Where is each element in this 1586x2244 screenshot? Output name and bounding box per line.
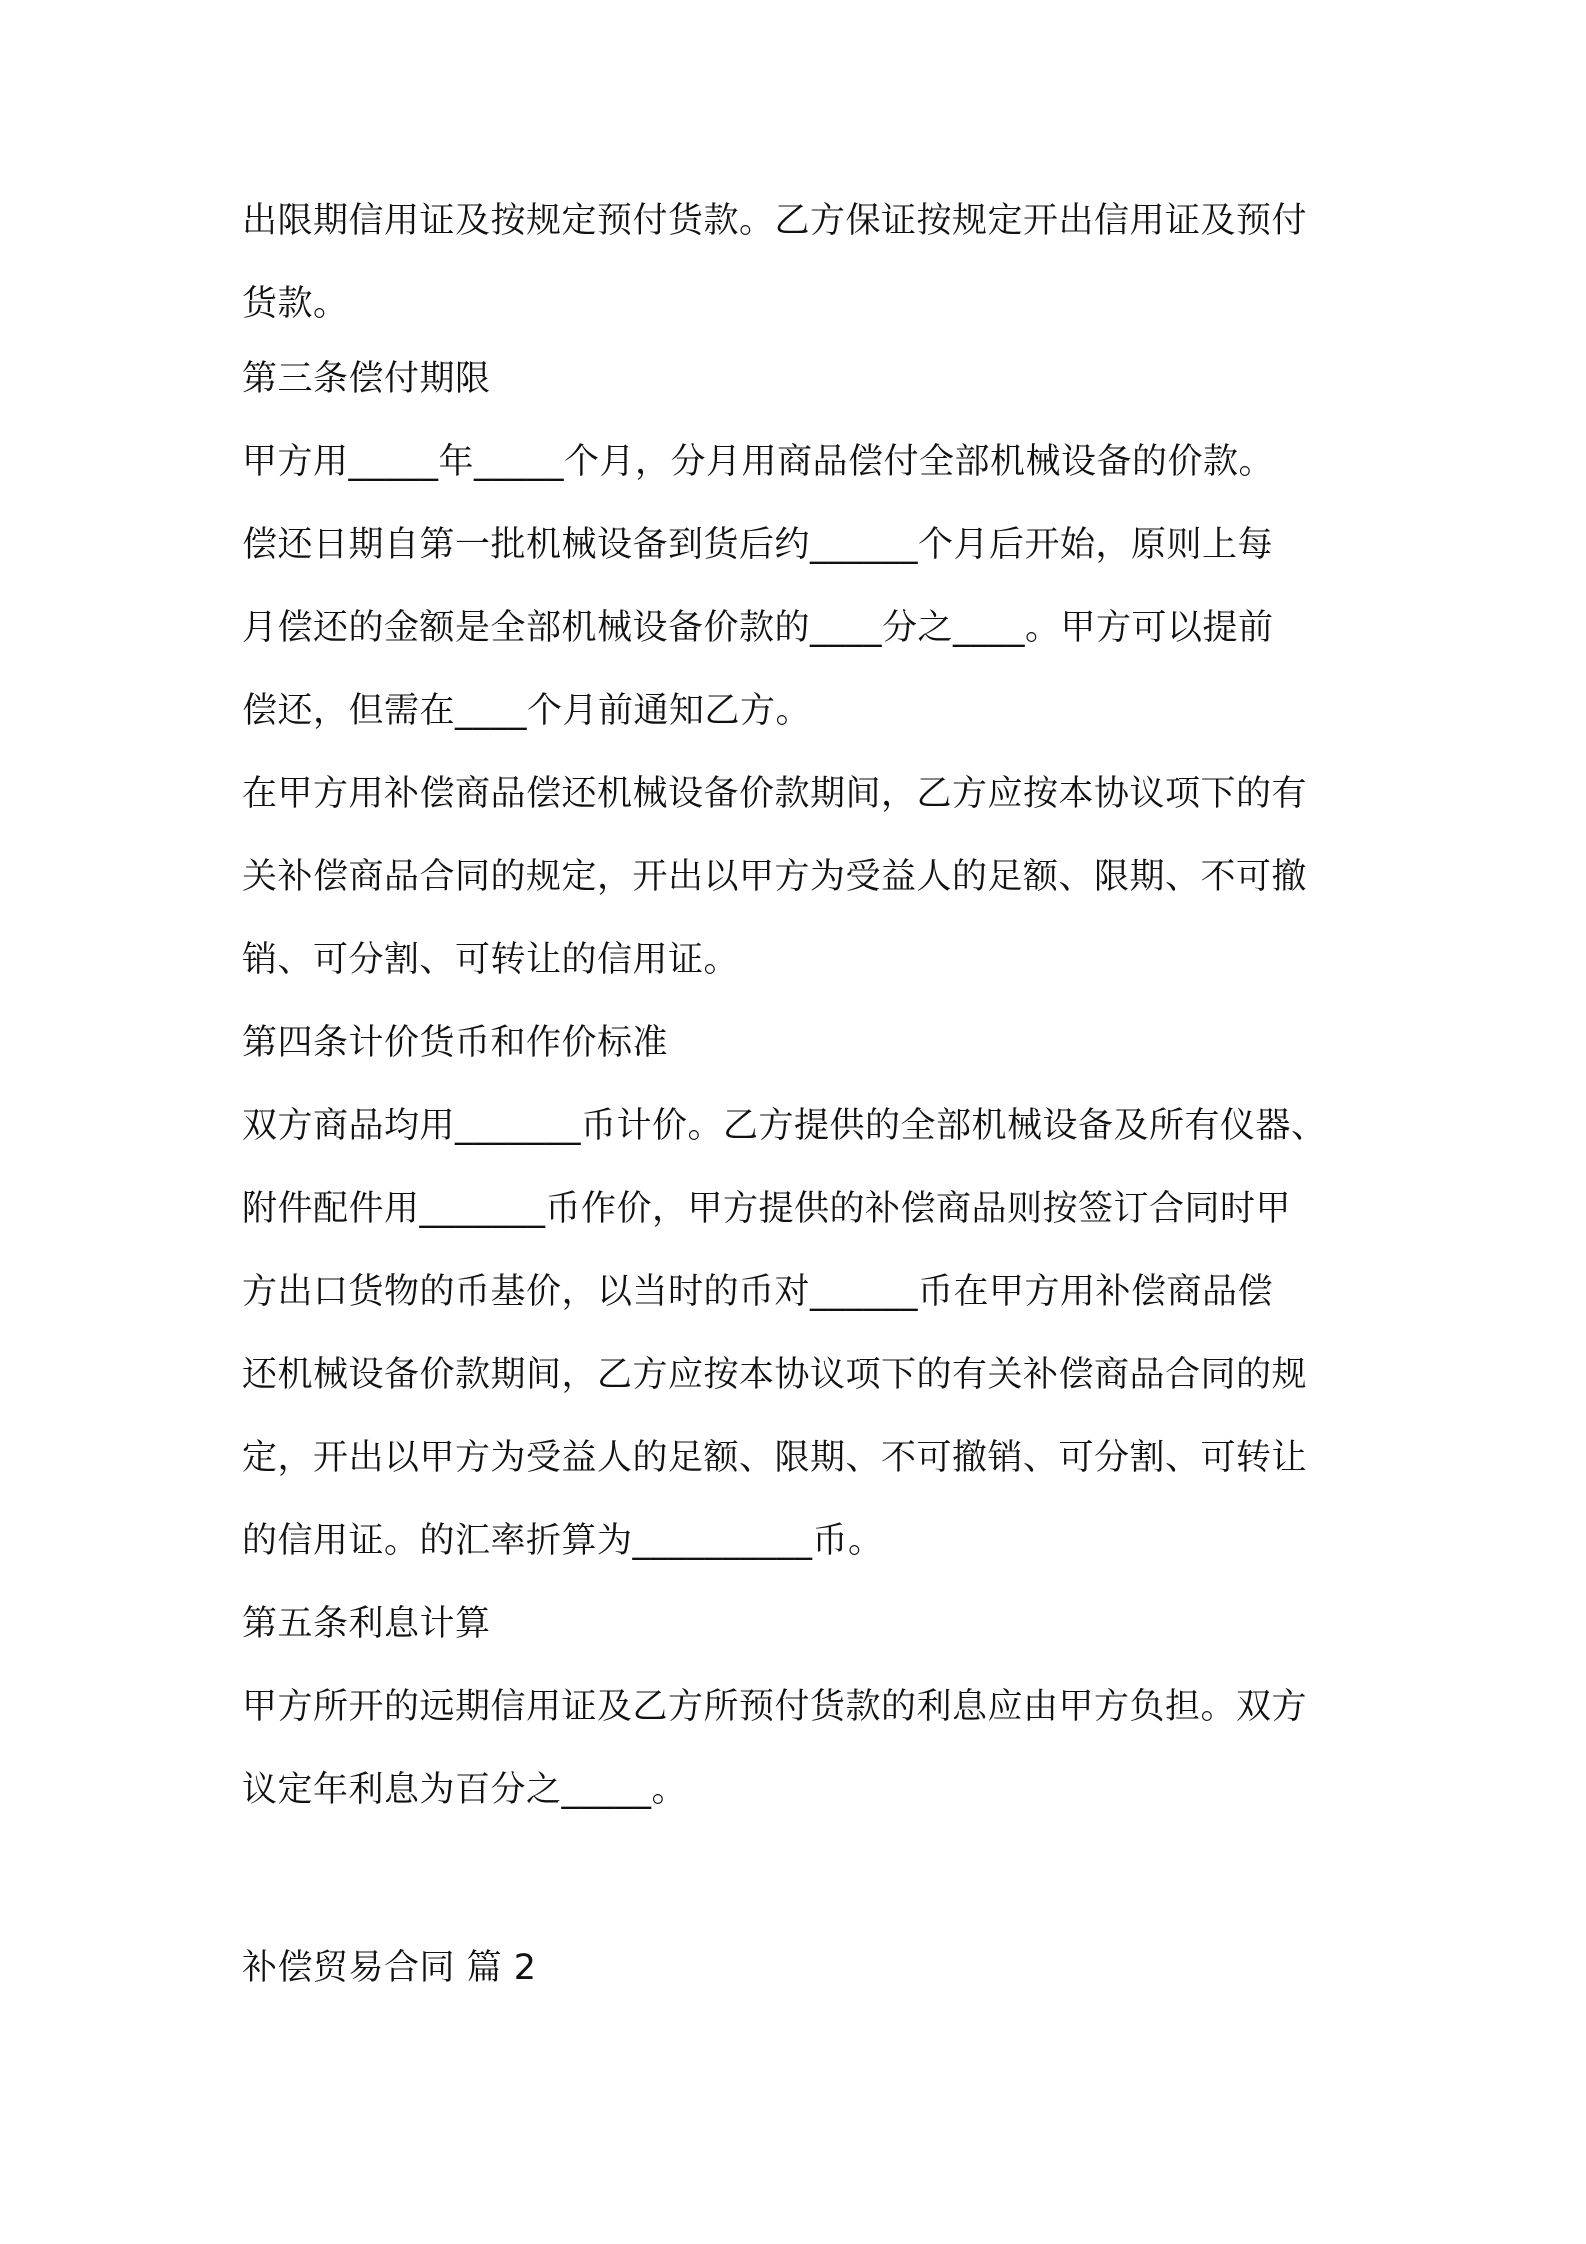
paragraph-line: 在甲方用补偿商品偿还机械设备价款期间，乙方应按本协议项下的有	[242, 774, 1308, 814]
paragraph-line: 议定年利息为百分之_____。	[242, 1770, 688, 1810]
paragraph-line: 货款。	[242, 284, 349, 324]
paragraph-line: 双方商品均用_______币计价。乙方提供的全部机械设备及所有仪器、	[242, 1106, 1327, 1146]
paragraph-line: 方出口货物的币基价，以当时的币对______币在甲方用补偿商品偿	[242, 1272, 1274, 1312]
article-title: 补偿贸易合同 篇 2	[242, 1948, 537, 1988]
paragraph-line: 还机械设备价款期间，乙方应按本协议项下的有关补偿商品合同的规	[242, 1355, 1308, 1395]
paragraph-line: 的信用证。的汇率折算为__________币。	[242, 1521, 884, 1561]
paragraph-line: 甲方用_____年_____个月，分月用商品偿付全部机械设备的价款。	[242, 442, 1275, 482]
paragraph-line: 附件配件用_______币作价，甲方提供的补偿商品则按签订合同时甲	[242, 1189, 1292, 1229]
paragraph-line: 甲方所开的远期信用证及乙方所预付货款的利息应由甲方负担。双方	[242, 1687, 1308, 1727]
paragraph-line: 销、可分割、可转让的信用证。	[242, 940, 740, 980]
section-heading-5: 第五条利息计算	[242, 1604, 491, 1644]
paragraph-line: 偿还日期自第一批机械设备到货后约______个月后开始，原则上每	[242, 525, 1274, 565]
paragraph-line: 偿还，但需在____个月前通知乙方。	[242, 691, 812, 731]
paragraph-line: 定，开出以甲方为受益人的足额、限期、不可撤销、可分割、可转让	[242, 1438, 1308, 1478]
section-heading-3: 第三条偿付期限	[242, 359, 491, 399]
paragraph-line: 月偿还的金额是全部机械设备价款的____分之____。甲方可以提前	[242, 608, 1274, 648]
section-heading-4: 第四条计价货币和作价标准	[242, 1023, 669, 1063]
paragraph-line: 出限期信用证及按规定预付货款。乙方保证按规定开出信用证及预付	[242, 201, 1308, 241]
paragraph-line: 关补偿商品合同的规定，开出以甲方为受益人的足额、限期、不可撤	[242, 857, 1308, 897]
